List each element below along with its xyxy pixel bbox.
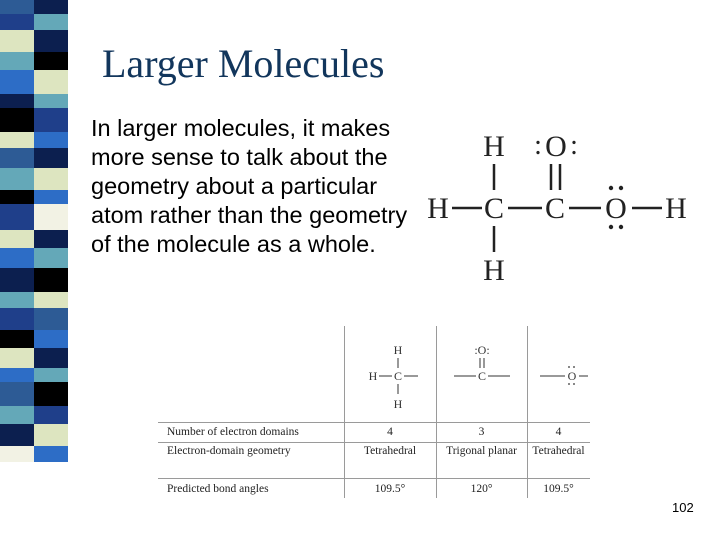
stripe-block [0,368,34,382]
fragment1-c: C [393,369,403,383]
stripe-block [34,0,68,14]
stripe-block [34,148,68,168]
stripe-block [0,70,34,94]
stripe-block [0,14,34,30]
stripe-block [0,330,34,348]
fragment1-h-left: H [368,369,378,383]
cell-geometry-2: Trigonal planar [446,445,517,457]
atom-c1: C [483,192,505,225]
atom-c2: C [544,192,566,225]
atom-h-top: H [483,130,505,163]
stripe-block [0,94,34,108]
stripe-block [0,52,34,70]
stripe-block [34,70,68,94]
cell-domains-1: 4 [387,426,393,438]
stripe-block [34,204,68,230]
stripe-block [0,382,34,406]
stripe-block [0,108,34,132]
stripe-block [0,168,34,190]
stripe-block [34,308,68,330]
stripe-block [34,446,68,462]
stripe-block [34,52,68,70]
row-label-bond-angles: Predicted bond angles [167,483,269,495]
cell-angle-2: 120° [470,483,493,495]
stripe-block [34,348,68,368]
table-divider [158,478,590,479]
fragment1-h-bottom: H [393,397,403,411]
lone-pair-o-top-left: : [534,130,542,161]
stripe-block [0,190,34,204]
stripe-block [34,230,68,248]
fragment-row [344,326,590,422]
stripe-block [0,348,34,368]
stripe-block [0,406,34,424]
atom-h-bottom: H [483,254,505,287]
stripe-block [34,132,68,148]
cell-geometry-1: Tetrahedral [363,445,417,457]
stripe-block [0,30,34,52]
table-divider [158,422,590,423]
page-number: 102 [672,500,694,515]
lone-pair-o-dot [619,225,623,229]
atom-o-top: O [545,130,567,163]
stripe-block [34,292,68,308]
slide-body-text: In larger molecules, it makes more sense to talk about the geometry about a particular atom rather than the geometry of the molecule as a whole. [91,115,408,257]
stripe-block [34,330,68,348]
lone-pair-o-top-right: : [570,130,578,161]
stripe-block [0,292,34,308]
stripe-block [34,268,68,292]
stripe-block [34,94,68,108]
slide-title: Larger Molecules [102,41,385,86]
fragment3-o: O [567,369,577,383]
stripe-block [0,424,34,446]
lewis-structure-diagram [418,120,718,290]
stripe-block [34,108,68,132]
cell-angle-3: 109.5° [543,483,574,495]
table-divider [158,442,590,443]
stripe-block [34,368,68,382]
stripe-block [34,382,68,406]
row-label-electron-domains: Number of electron domains [167,426,299,438]
atom-o-right: O [605,192,627,225]
stripe-block [0,308,34,330]
stripe-block [34,30,68,52]
cell-geometry-3: Tetrahedral [532,445,585,457]
stripe-block [34,14,68,30]
stripe-block [0,204,34,230]
row-label-geometry: Electron-domain geometry [167,445,291,457]
decorative-stripe [0,0,68,540]
cell-domains-2: 3 [478,426,485,438]
stripe-block [0,148,34,168]
stripe-block [34,406,68,424]
stripe-block [34,424,68,446]
lone-pair-o-dot [619,186,623,190]
fragment2-c: C [477,369,487,383]
stripe-block [0,0,34,14]
stripe-block [34,248,68,268]
stripe-block [0,132,34,148]
stripe-block [0,446,34,462]
stripe-block [0,230,34,248]
stripe-block [0,248,34,268]
fragment2-o-top: :O: [474,343,490,357]
electron-domain-table [158,326,590,498]
lone-pair-o-dot [609,225,613,229]
cell-domains-3: 4 [555,426,562,438]
stripe-block [34,190,68,204]
fragment-diagrams [344,326,590,422]
fragment1-h-top: H [393,343,403,357]
atom-h-right: H [665,192,687,225]
cell-angle-1: 109.5° [374,483,406,495]
stripe-block [34,168,68,190]
atom-h-left: H [427,192,449,225]
stripe-block [0,268,34,292]
lone-pair-o-dot [609,186,613,190]
